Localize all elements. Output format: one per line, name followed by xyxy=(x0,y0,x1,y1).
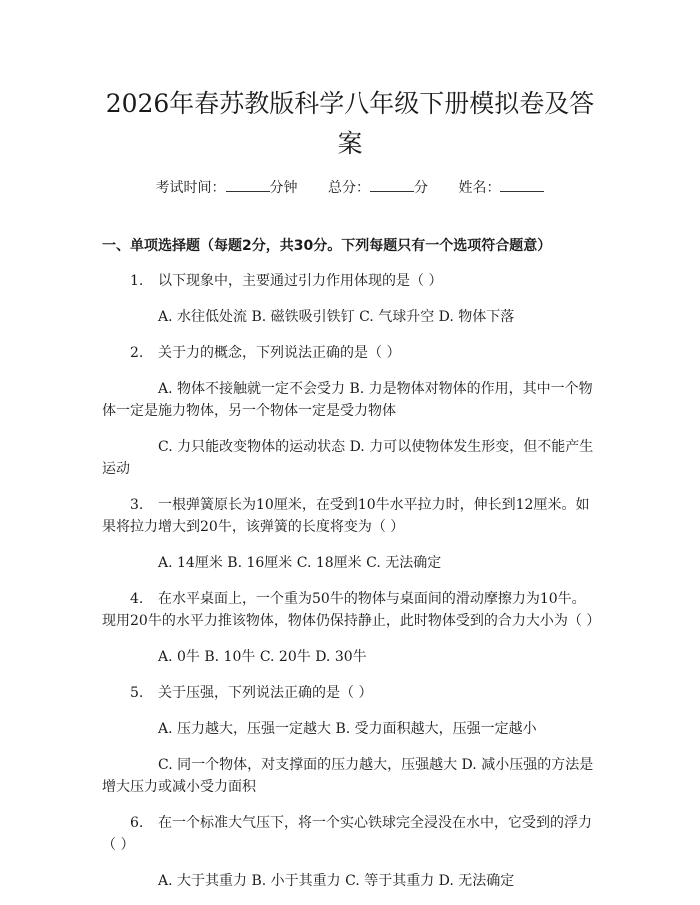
score-label: 总分： xyxy=(328,180,370,196)
question-text: 关于压强，下列说法正确的是（ ） xyxy=(158,685,373,701)
score-field xyxy=(328,180,432,196)
question-6-options: A. 大于其重力 B. 小于其重力 C. 等于其重力 D. 无法确定 xyxy=(158,873,515,889)
question-5-options: C. 同一个物体，对支撑面的压力越大，压强越大 D. 减小压强的方法是增大压力或减小受力面积 xyxy=(102,757,594,795)
question-number: 2. xyxy=(130,345,144,361)
question-number: 5. xyxy=(130,685,144,701)
question-6 xyxy=(102,812,598,856)
question-2-options: A. 物体不接触就一定不会受力 B. 力是物体对物体的作用，其中一个物体一定是施力物体，另一个物体一定是受力物体 xyxy=(102,381,593,419)
name-label: 姓名： xyxy=(458,180,501,196)
question-number: 6. xyxy=(130,815,144,831)
question-5 xyxy=(102,682,598,704)
question-1-options: A. 水往低处流 B. 磁铁吸引铁钉 C. 气球升空 D. 物体下落 xyxy=(158,309,515,325)
question-2 xyxy=(102,342,598,364)
question-2-options: C. 力只能改变物体的运动状态 D. 力可以使物体发生形变，但不能产生运动 xyxy=(102,439,594,477)
time-unit: 分钟 xyxy=(269,180,298,196)
question-text: 关于力的概念，下列说法正确的是（ ） xyxy=(158,345,401,361)
question-4 xyxy=(102,588,601,632)
question-3-options: A. 14厘米 B. 16厘米 C. 18厘米 C. 无法确定 xyxy=(158,555,442,571)
question-1 xyxy=(102,270,598,292)
section-heading: 一、单项选择题（每题2分，共30分。下列每题只有一个选项符合题意） xyxy=(102,238,552,254)
question-number: 3. xyxy=(130,497,144,513)
question-number: 1. xyxy=(130,273,144,289)
question-5-options: A. 压力越大，压强一定越大 B. 受力面积越大，压强一定越小 xyxy=(158,721,537,737)
question-text: 以下现象中，主要通过引力作用体现的是（ ） xyxy=(158,273,443,289)
time-field xyxy=(156,180,302,196)
question-text: 在水平桌面上，一个重为50牛的物体与桌面间的滑动摩擦力为10牛。现用20牛的水平力推该物体，物体仍保持静止，此时物体受到的合力大小为（ ） xyxy=(102,591,601,629)
question-list xyxy=(102,270,601,892)
score-unit: 分 xyxy=(414,180,428,196)
question-number: 4. xyxy=(130,591,144,607)
name-field xyxy=(458,180,544,196)
time-blank xyxy=(226,179,270,192)
score-blank xyxy=(370,179,414,192)
question-text: 一根弹簧原长为10厘米，在受到10牛水平拉力时，伸长到12厘米。如果将拉力增大到20牛，该弹簧的长度将变为（ ） xyxy=(102,497,590,535)
document-title: 2026年春苏教版科学八年级下册模拟卷及答案 xyxy=(105,89,595,158)
time-label: 考试时间： xyxy=(155,180,226,196)
exam-meta xyxy=(102,178,598,198)
name-blank xyxy=(500,179,544,192)
question-text: 在一个标准大气压下，将一个实心铁球完全浸没在水中，它受到的浮力（ ） xyxy=(102,815,592,853)
question-4-options: A. 0牛 B. 10牛 C. 20牛 D. 30牛 xyxy=(158,649,367,665)
question-3 xyxy=(102,494,598,538)
